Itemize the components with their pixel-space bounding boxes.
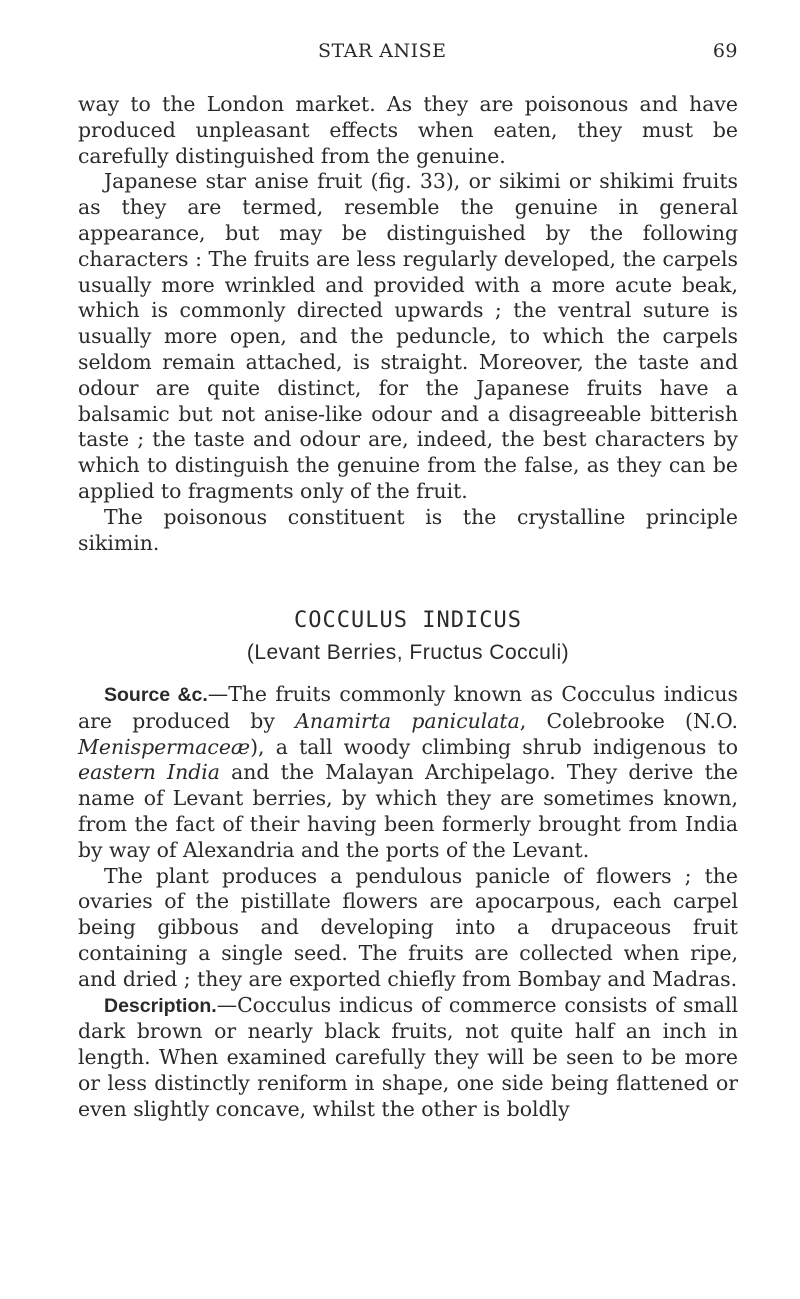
section-subheading: (Levant Berries, Fructus Cocculi) <box>246 641 570 665</box>
source-text-c: ), a tall woody climbing shrub indigenous to <box>250 734 738 759</box>
description-dash: — <box>216 992 238 1017</box>
page-number: 69 <box>712 40 738 62</box>
star-anise-paragraph-1: way to the London market. As they are poisonous and have produced unpleasant effects when eaten, they must be carefully distinguished from the genuine. <box>78 92 738 168</box>
description-paragraph <box>78 993 738 1123</box>
description-text: Cocculus indicus of commerce consists of small dark brown or nearly black fruits, not quite half an inch in length. When examined carefully they will be seen to be more or less distinctly reniform in shape, one side being flattened or even slightly concave, whilst the other is boldly <box>78 992 738 1121</box>
description-label: Description. <box>104 994 217 1017</box>
natural-order: Menispermaceæ <box>78 734 251 759</box>
species-name: Anamirta paniculata <box>295 708 520 733</box>
star-anise-paragraph-2: Japanese star anise fruit (fig. 33), or sikimi or shikimi fruits as they are termed, resemble the genuine in general appearance, but may be distinguished by the following characters : The fruits are less regularly developed, the carpels usually more wrinkled and provided with a more acute beak, which is commonly directed upwards ; the ventral suture is usually more open, and the peduncle, to which the carpels seldom remain attached, is straight. Moreover, the taste and odour are quite distinct, for the Japanese fruits have a balsamic but not anise-like odour and a disagreeable bitterish taste ; the taste and odour are, indeed, the best characters by which to distinguish the genuine from the false, as they can be applied to fragments only of the fruit. <box>78 169 738 503</box>
star-anise-paragraph-3: The poisonous constituent is the crystalline principle sikimin. <box>78 504 738 555</box>
running-head <box>78 40 738 70</box>
plant-paragraph: The plant produces a pendulous panicle of flowers ; the ovaries of the pistillate flowers are apocarpous, each carpel being gibbous and developing into a drupaceous fruit containing a single seed. The fruits are collected when ripe, and dried ; they are exported chiefly from Bombay and Madras. <box>78 863 738 991</box>
source-dash: — <box>207 681 229 706</box>
section-heading: COCCULUS INDICUS <box>294 608 522 634</box>
source-paragraph <box>78 682 738 864</box>
source-text-b: , Colebrooke (N.O. <box>519 708 738 733</box>
source-text-d: and the Malayan Archipelago. They derive the name of Levant berries, by which they are sometimes known, from the fact of their having been formerly brought from India by way of Alexandria and the ports of the Levant. <box>78 760 738 862</box>
running-head-title: STAR ANISE <box>318 40 447 62</box>
source-label: Source &c. <box>104 683 208 706</box>
region-name: eastern India <box>78 760 220 785</box>
source-text-a: The fruits commonly known as Cocculus indicus are produced by <box>78 681 739 733</box>
page-body <box>78 92 738 1122</box>
